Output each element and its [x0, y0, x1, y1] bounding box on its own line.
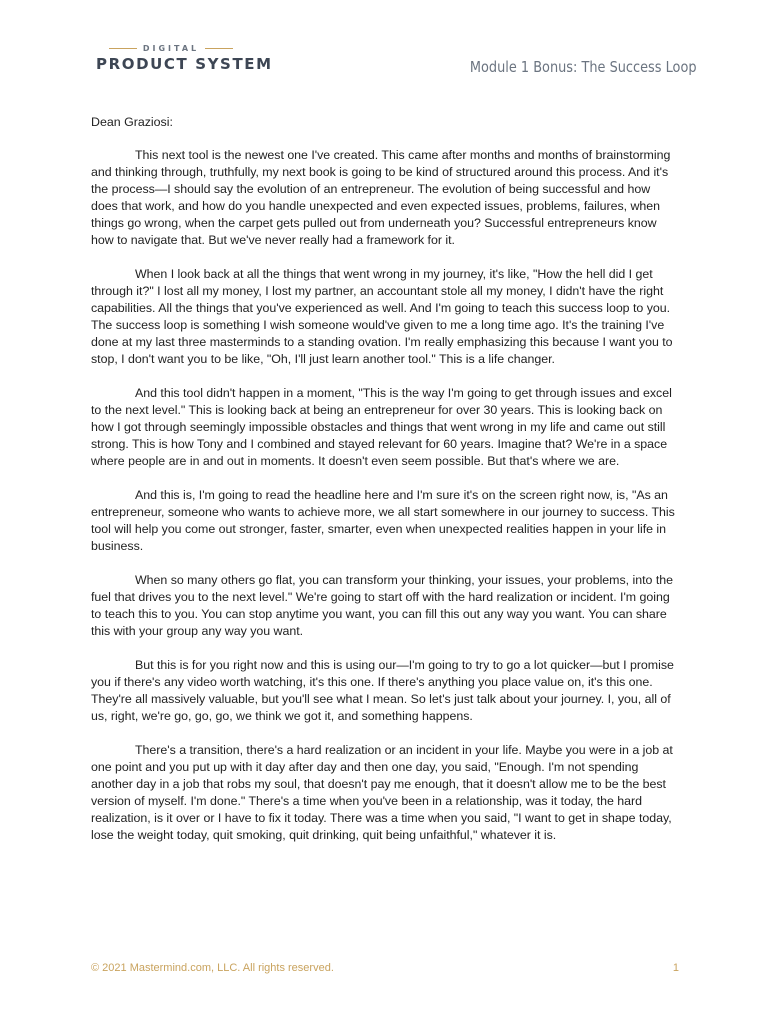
- brand-logo: [96, 44, 273, 73]
- logo-main-text: PRODUCT SYSTEM: [96, 55, 273, 73]
- paragraph: And this is, I'm going to read the headline here and I'm sure it's on the screen right now, is, "As an entrepreneur, someone who wants to achieve more, we all start somewhere in our journey to success. This tool will help you come out stronger, faster, smarter, even when unexpected realities happen in your life in business.: [91, 488, 675, 553]
- logo-top-row: [96, 44, 246, 53]
- module-title: Module 1 Bonus: The Success Loop: [470, 58, 697, 76]
- transcript-body: [91, 114, 679, 861]
- paragraph: And this tool didn't happen in a moment, "This is the way I'm going to get through issues and excel to the next level." This is looking back at being an entrepreneur for over 30 years. This is looking back on how I got through seemingly impossible obstacles and things that went wrong in my life and came out still strong. This is how Tony and I combined and stayed relevant for 60 years. Imagine that? We're in a space where people are in and out in moments. It doesn't even seem possible. But that's where we are.: [91, 386, 672, 468]
- page-number: 1: [672, 962, 679, 974]
- copyright-notice: © 2021 Mastermind.com, LLC. All rights reserved.: [91, 962, 334, 974]
- logo-rule-left: [109, 48, 137, 49]
- paragraph: When so many others go flat, you can transform your thinking, your issues, your problems, into the fuel that drives you to the next level." We're going to start off with the hard realization or incident. I'm going to teach this to you. You can stop anytime you want, you can fill this out any way you want. You can share this with your group any way you want.: [91, 573, 673, 638]
- paragraph: When I look back at all the things that went wrong in my journey, it's like, "How the hell did I get through it?" I lost all my money, I lost my partner, an accountant stole all my money, I didn't have the right capabilities. All the things that you've experienced as well. And I'm going to teach this success loop to you. The success loop is something I wish someone would've given to me a long time ago. It's the training I've done at my last three masterminds to a standing ovation. I'm really emphasizing this because I want you to stop, I don't want you to be like, "Oh, I'll just learn another tool." This is a life changer.: [91, 267, 673, 366]
- paragraph: But this is for you right now and this is using our—I'm going to try to go a lot quicker—but I promise you if there's any video worth watching, it's this one. If there's anything you place value on, it's this one. They're all massively valuable, but you'll see what I mean. So let's just talk about your journey. I, you, all of us, right, we're go, go, go, we think we got it, and something happens.: [91, 658, 674, 723]
- paragraph: This next tool is the newest one I've created. This came after months and months of brainstorming and thinking through, truthfully, my next book is going to be kind of structured around this process. And it's the process—I should say the evolution of an entrepreneur. The evolution of being successful and how does that work, and how do you handle unexpected and even expected issues, problems, failures, when things go wrong, when the carpet gets pulled out from underneath you? Successful entrepreneurs know how to navigate that. But we've never really had a framework for it.: [91, 148, 671, 247]
- logo-top-text: DIGITAL: [142, 44, 200, 53]
- logo-rule-right: [205, 48, 233, 49]
- speaker-name: Dean Graziosi:: [91, 115, 173, 129]
- paragraph: There's a transition, there's a hard realization or an incident in your life. Maybe you were in a job at one point and you put up with it day after day and then one day, you said, "Enough. I'm not spending another day in a job that robs my soul, that doesn't pay me enough, that it doesn't allow me to be the best version of myself. I'm done." There's a time when you've been in a relationship, was it today, the hard realization, is it over or I have to fix it today. There was a time when you said, "I want to get in shape today, lose the weight today, quit smoking, quit drinking, quit being unfaithful," whatever it is.: [91, 743, 673, 842]
